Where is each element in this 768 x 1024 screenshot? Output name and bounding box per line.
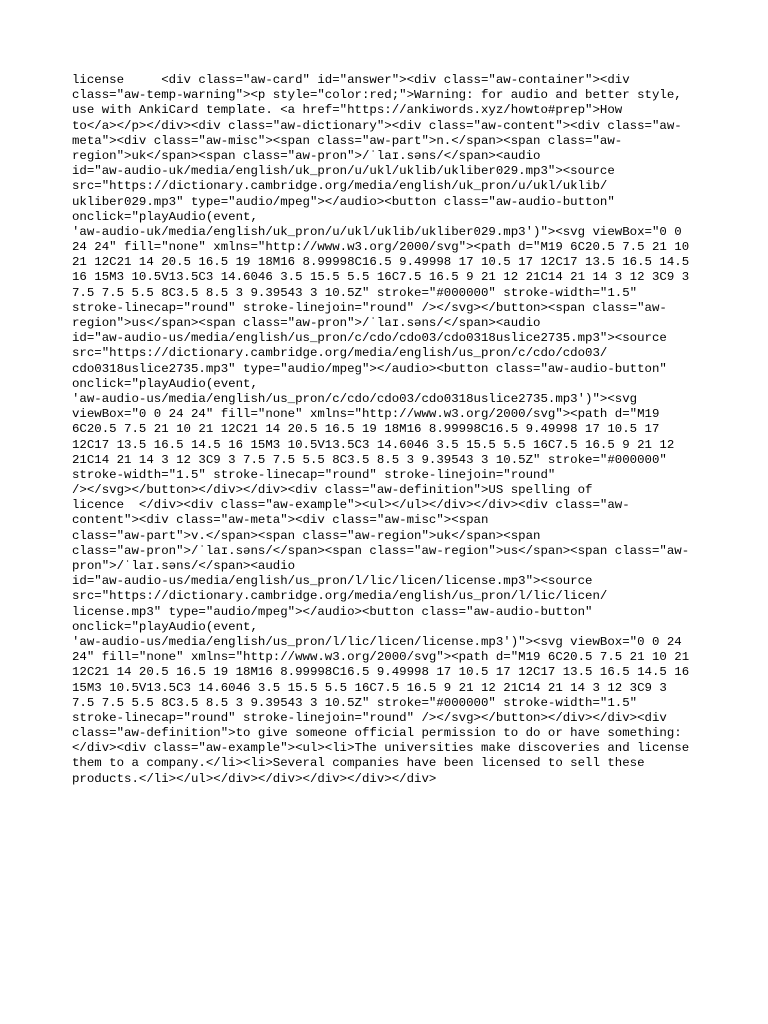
text-line: 6C20.5 7.5 21 10 21 12C21 14 20.5 16.5 19 18M16 8.99998C16.5 9.49998 17 10.5 17 — [72, 422, 660, 437]
text-line: 7.5 7.5 5.5 8C3.5 8.5 3 9.39543 3 10.5Z" stroke="#000000" stroke-width="1.5" — [72, 695, 638, 710]
text-line: onclick="playAudio(event, — [72, 376, 258, 391]
text-line: class="aw-part">v.</span><span class="aw-region">uk</span><span — [72, 528, 541, 543]
text-line: </div><div class="aw-example"><ul><li>The universities make discoveries and license — [72, 741, 690, 756]
text-line: /></svg></button></div></div><div class="aw-definition">US spelling of — [72, 483, 593, 498]
text-line: them to a company.</li><li>Several companies have been licensed to sell these — [72, 756, 645, 771]
text-line: region">us</span><span class="aw-pron">/ˈlaɪ.səns/</span><audio — [72, 316, 541, 330]
text-line: src="https://dictionary.cambridge.org/media/english/uk_pron/u/ukl/uklib/ — [72, 179, 608, 194]
text-line: licence </div><div class="aw-example"><ul></ul></div></div><div class="aw- — [72, 498, 630, 513]
text-line: 'aw-audio-uk/media/english/uk_pron/u/ukl/uklib/ukliber029.mp3')"><svg viewBox="0 0 — [72, 224, 682, 239]
text-line: 'aw-audio-us/media/english/us_pron/c/cdo/cdo03/cdo0318uslice2735.mp3')"><svg — [72, 391, 638, 406]
text-line: stroke-linecap="round" stroke-linejoin="round" /></svg></button></div></div><div — [72, 710, 667, 725]
text-line: onclick="playAudio(event, — [72, 619, 258, 634]
text-line: region">uk</span><span class="aw-pron">/ˈlaɪ.səns/</span><audio — [72, 148, 541, 163]
text-line: id="aw-audio-us/media/english/us_pron/l/lic/licen/license.mp3"><source — [72, 574, 593, 589]
text-line: 12C21 14 20.5 16.5 19 18M16 8.99998C16.5 9.49998 17 10.5 17 12C17 13.5 16.5 14.5 16 — [72, 665, 690, 680]
text-line: ukliber029.mp3" type="audio/mpeg"></audio><button class="aw-audio-button" — [72, 194, 615, 209]
text-line: 24" fill="none" xmlns="http://www.w3.org/2000/svg"><path d="M19 6C20.5 7.5 21 10 21 — [72, 650, 690, 665]
raw-html-text — [72, 73, 712, 787]
text-line: 16 15M3 10.5V13.5C3 14.6046 3.5 15.5 5.5 16C7.5 16.5 9 21 12 21C14 21 14 3 12 3C9 3 — [72, 270, 690, 285]
text-line: license.mp3" type="audio/mpeg"></audio><button class="aw-audio-button" — [72, 604, 593, 619]
text-line: use with AnkiCard template. <a href="https://ankiwords.xyz/howto#prep">How — [72, 103, 623, 118]
text-line: 15M3 10.5V13.5C3 14.6046 3.5 15.5 5.5 16C7.5 16.5 9 21 12 21C14 21 14 3 12 3C9 3 — [72, 680, 667, 695]
text-line: src="https://dictionary.cambridge.org/media/english/us_pron/c/cdo/cdo03/ — [72, 346, 608, 361]
text-line: license <div class="aw-card" id="answer"><div class="aw-container"><div — [72, 73, 630, 87]
text-line: pron">/ˈlaɪ.səns/</span><audio — [72, 559, 296, 573]
text-line: 12C17 13.5 16.5 14.5 16 15M3 10.5V13.5C3 14.6046 3.5 15.5 5.5 16C7.5 16.5 9 21 12 — [72, 437, 675, 452]
text-line: 7.5 7.5 5.5 8C3.5 8.5 3 9.39543 3 10.5Z" stroke="#000000" stroke-width="1.5" — [72, 285, 638, 300]
text-line: stroke-linecap="round" stroke-linejoin="round" /></svg></button><span class="aw- — [72, 300, 667, 315]
text-line: onclick="playAudio(event, — [72, 209, 258, 224]
text-line: 24 24" fill="none" xmlns="http://www.w3.org/2000/svg"><path d="M19 6C20.5 7.5 21 10 — [72, 240, 690, 255]
text-line: stroke-width="1.5" stroke-linecap="round" stroke-linejoin="round" — [72, 467, 556, 482]
text-line: src="https://dictionary.cambridge.org/media/english/us_pron/l/lic/licen/ — [72, 589, 608, 604]
text-line: id="aw-audio-us/media/english/us_pron/c/cdo/cdo03/cdo0318uslice2735.mp3"><source — [72, 331, 667, 346]
text-line: class="aw-pron">/ˈlaɪ.səns/</span><span class="aw-region">us</span><span class="aw- — [72, 543, 690, 558]
text-line: to</a></p></div><div class="aw-dictionary"><div class="aw-content"><div class="aw- — [72, 118, 682, 133]
text-line: products.</li></ul></div></div></div></div></div> — [72, 771, 437, 786]
text-line: viewBox="0 0 24 24" fill="none" xmlns="http://www.w3.org/2000/svg"><path d="M19 — [72, 407, 660, 422]
text-line: meta"><div class="aw-misc"><span class="aw-part">n.</span><span class="aw- — [72, 133, 623, 148]
text-line: class="aw-temp-warning"><p style="color:red;">Warning: for audio and better style, — [72, 88, 682, 103]
text-line: class="aw-definition">to give someone official permission to do or have something: — [72, 726, 682, 741]
text-line: 21C14 21 14 3 12 3C9 3 7.5 7.5 5.5 8C3.5 8.5 3 9.39543 3 10.5Z" stroke="#000000" — [72, 452, 667, 467]
text-line: content"><div class="aw-meta"><div class="aw-misc"><span — [72, 513, 489, 528]
text-line: 'aw-audio-us/media/english/us_pron/l/lic/licen/license.mp3')"><svg viewBox="0 0 24 — [72, 634, 682, 649]
text-line: cdo0318uslice2735.mp3" type="audio/mpeg"></audio><button class="aw-audio-button" — [72, 361, 667, 376]
text-line: 21 12C21 14 20.5 16.5 19 18M16 8.99998C16.5 9.49998 17 10.5 17 12C17 13.5 16.5 14.5 — [72, 255, 690, 270]
document-page — [72, 73, 712, 787]
text-line: id="aw-audio-uk/media/english/uk_pron/u/ukl/uklib/ukliber029.mp3"><source — [72, 164, 615, 179]
